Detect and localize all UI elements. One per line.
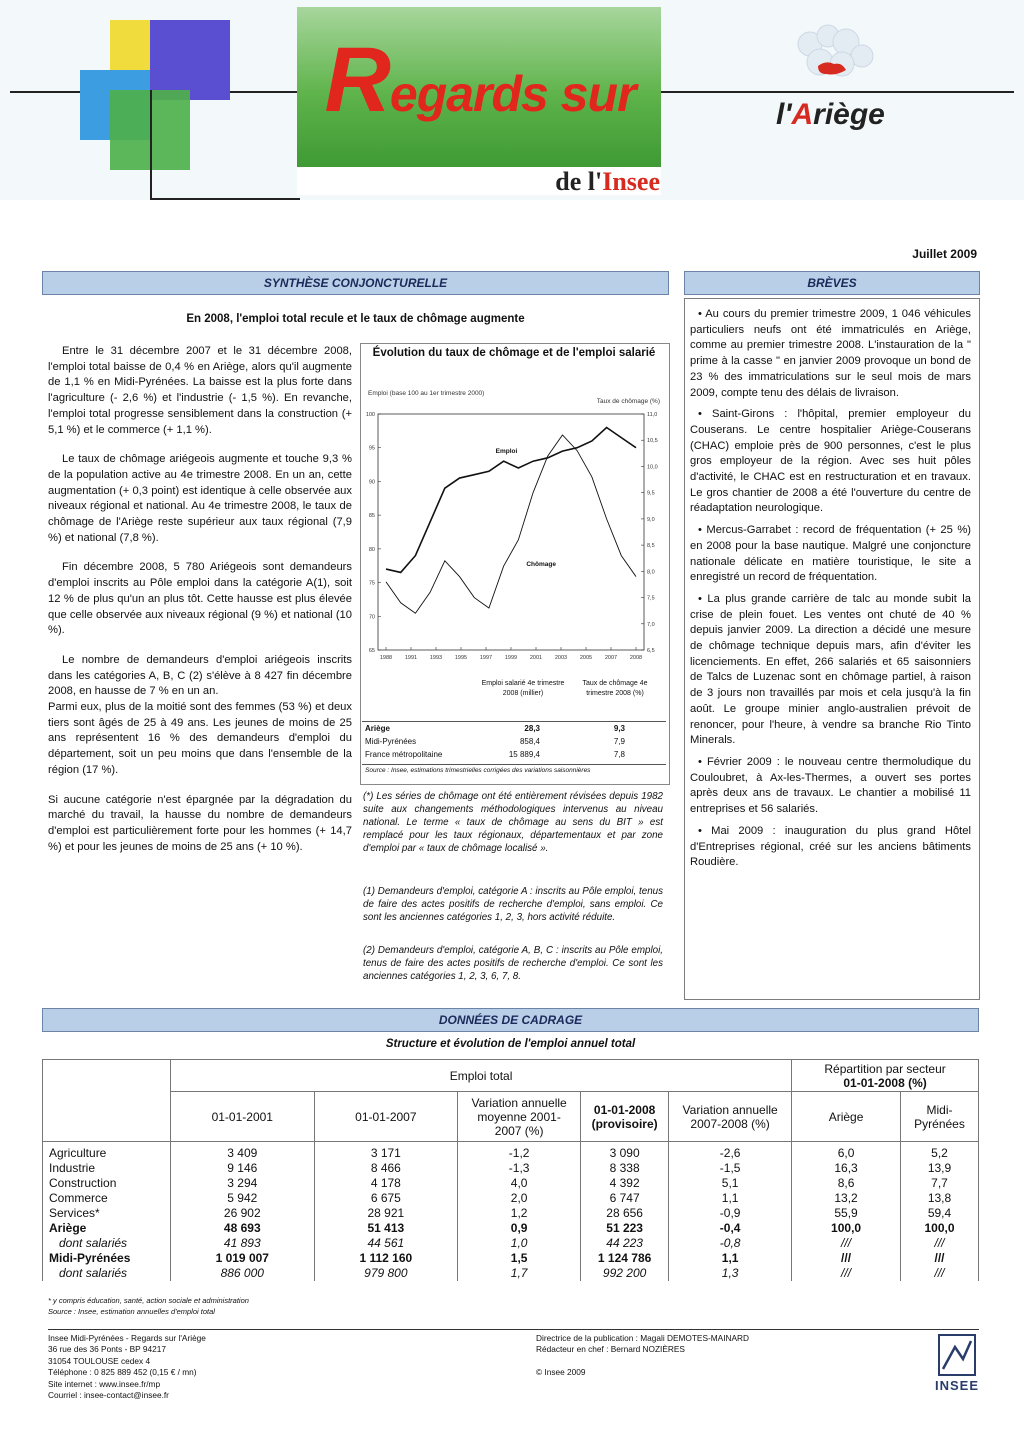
chart-table-rule: [362, 764, 666, 765]
x-tick-label: 1993: [429, 655, 443, 661]
row-label: Midi-Pyrénées: [43, 1251, 171, 1266]
left-tick-label: 100: [365, 412, 375, 418]
table-cell: 28 656: [581, 1206, 669, 1221]
chart-row-chomage: 7,9: [613, 737, 625, 746]
footer-publication: [536, 1333, 749, 1378]
table-cell: 886 000: [171, 1266, 315, 1281]
x-tick-label: 2001: [529, 655, 543, 661]
region-title: [776, 98, 885, 132]
table-cell: 1,2: [458, 1206, 581, 1221]
series-line-chomage: [386, 435, 636, 613]
section-bar-synthese: SYNTHÈSE CONJONCTURELLE: [42, 271, 669, 295]
table-cell: 8 466: [314, 1161, 458, 1176]
x-tick-label: 2008: [629, 655, 643, 661]
group-repartition: Répartition par secteur 01-01-2008 (%): [792, 1060, 979, 1092]
logo-squares: [70, 10, 310, 200]
right-tick-label: 10,5: [647, 438, 658, 445]
table-cell: 3 294: [171, 1176, 315, 1191]
table-cell: 41 893: [171, 1236, 315, 1251]
table-cell: 1 124 786: [581, 1251, 669, 1266]
table-cell: 51 223: [581, 1221, 669, 1236]
table-cell: ///: [901, 1266, 979, 1281]
title-initial: R: [324, 29, 390, 131]
col-2001: 01-01-2001: [171, 1092, 315, 1142]
row-label: dont salariés: [43, 1236, 171, 1251]
table-cell: 979 800: [314, 1266, 458, 1281]
table-row: [43, 1266, 979, 1281]
table-cell: 48 693: [171, 1221, 315, 1236]
right-tick-label: 7,5: [647, 595, 655, 602]
footer-line: Directrice de la publication : Magali DEMOTES-MAINARD: [536, 1333, 750, 1343]
table-cell: 992 200: [581, 1266, 669, 1281]
col-ariege: Ariège: [792, 1092, 901, 1142]
table-cell: ///: [901, 1236, 979, 1251]
footer-line: © Insee 2009: [536, 1366, 586, 1377]
table-cell: 1 019 007: [171, 1251, 315, 1266]
col-var-2001-2007: Variation annuelle moyenne 2001-2007 (%): [458, 1092, 581, 1142]
table-cell: 4 392: [581, 1176, 669, 1191]
left-tick-label: 75: [368, 580, 375, 587]
chart-row-emploi: 858,4: [519, 737, 540, 746]
right-tick-label: 9,5: [647, 490, 655, 497]
left-tick-label: 85: [368, 513, 375, 520]
table-row: [43, 1251, 979, 1266]
row-label: dont salariés: [43, 1266, 171, 1281]
paragraph: Parmi eux, plus de la moitié sont des femmes (53 %) et deux tiers sont âgés de 25 à 49 ans. Les jeunes de moins de 25 ans représentent 16 % des demandeurs d'emploi du département, soit un peu moins que dans l'ensemble de la région (17 %).: [48, 701, 352, 776]
left-tick-label: 65: [368, 648, 375, 654]
table-cell: 8 338: [581, 1161, 669, 1176]
chart-table-header-emploi: Emploi salarié 4e trimestre 2008 (millier): [481, 680, 565, 697]
table-cell: 26 902: [171, 1206, 315, 1221]
chart-row-label: Midi-Pyrénées: [365, 737, 417, 746]
table-cell: -0,9: [669, 1206, 792, 1221]
chart-plot: [360, 400, 668, 675]
footnote-categorie-abc: (2) Demandeurs d'emploi, catégorie A, B, C : inscrits au Pôle emploi, tenus de faire des actes positifs de recherche d'emploi. Ce sont les anciennes catégories 1, 2, 3, 6, 7, 8.: [363, 945, 663, 982]
region-prefix: l': [776, 98, 792, 131]
x-tick-label: 2007: [604, 655, 618, 661]
table-cell: 3 409: [171, 1142, 315, 1162]
title-insee: Insee: [602, 167, 660, 196]
table-row: [43, 1206, 979, 1221]
x-tick-label: 2005: [579, 655, 593, 661]
paragraph: Si aucune catégorie n'est épargnée par la dégradation du marché du travail, la hausse du nombre de demandeurs d'emploi est particulièrement forte pour les hommes (+ 14,7 %) et pour les jeunes de moins de 25 ans (+ 10 %).: [48, 793, 352, 853]
table-cell: 55,9: [792, 1206, 901, 1221]
map-icon: [790, 22, 880, 92]
table-cell: 44 223: [581, 1236, 669, 1251]
chart-row-emploi: 28,3: [524, 724, 540, 733]
table-cell: 51 413: [314, 1221, 458, 1236]
synthese-subtitle: En 2008, l'emploi total recule et le taux de chômage augmente: [186, 313, 525, 325]
emploi-table: [42, 1059, 979, 1281]
insee-logo: [926, 1333, 988, 1403]
table-cell: -0,4: [669, 1221, 792, 1236]
insee-logo-text: INSEE: [934, 1378, 979, 1393]
series-label-emploi: Emploi: [495, 448, 518, 456]
table-cell: -0,8: [669, 1236, 792, 1251]
paragraph: Fin décembre 2008, 5 780 Ariégeois sont demandeurs d'emploi inscrits au Pôle emploi dans la catégorie A(1), soit 12 % de plus qu'un an plus tôt. Cette hausse est plus élevée que celle observée aux niveaux régional (9 %) et national (10 %).: [48, 561, 352, 637]
table-cell: 1,5: [458, 1251, 581, 1266]
row-label: Commerce: [43, 1191, 171, 1206]
right-axis-label: Taux de chômage (%): [596, 398, 660, 405]
table-cell: 13,8: [901, 1191, 979, 1206]
chart-row-emploi: 15 889,4: [508, 750, 540, 759]
table-cell: 9 146: [171, 1161, 315, 1176]
title-rest: egards sur: [389, 66, 636, 122]
table-row: [43, 1191, 979, 1206]
footnote-categorie-a: (1) Demandeurs d'emploi, catégorie A : inscrits au Pôle emploi, tenus de faire des actes positifs de recherche d'emploi, sans emploi. Ce sont les anciennes catégories 1, 2, 3, hors activité réduite.: [363, 886, 663, 923]
table-cell: -1,2: [458, 1142, 581, 1162]
synthese-text: [48, 344, 352, 869]
issue-date: Juillet 2009: [912, 247, 977, 261]
breve-item: • Mercus-Garrabet : record de fréquentation (+ 25 %) en 2008 pour la base nautique. Malgré une conjoncture nationale délicate en matière touristique, le site a enregistré un record de fréquentation.: [690, 524, 971, 584]
publication-title: [300, 28, 660, 133]
footer-line: 36 rue des 36 Ponts - BP 94217: [48, 1344, 166, 1355]
breve-item: • Mai 2009 : inauguration du plus grand Hôtel d'Entreprises régional, créé sur les anciens bâtiments Roudière.: [690, 824, 971, 869]
footer-line: 31054 TOULOUSE cedex 4: [48, 1355, 151, 1366]
table-cell: 28 921: [314, 1206, 458, 1221]
breve-item: • Saint-Girons : l'hôpital, premier employeur du Couserans. Le centre hospitalier Ariège-Couserans (CHAC) emploie près de 900 personnes, c'est le plus gros employeur de la région. Avec ses huit pôles d'activité, le CHAC est en restructuration et en travaux. Le gros chantier de 2008 a été l'ouverture du centre de réadaptation neurologique.: [690, 408, 971, 515]
right-tick-label: 8,0: [647, 569, 655, 576]
chart-row-chomage: 7,8: [613, 750, 625, 759]
chart-row-chomage: 9,3: [613, 724, 625, 733]
table-cell: 5,2: [901, 1142, 979, 1162]
table-cell: 59,4: [901, 1206, 979, 1221]
row-label: Construction: [43, 1176, 171, 1191]
left-tick-label: 95: [368, 445, 375, 452]
table-cell: 5,1: [669, 1176, 792, 1191]
table-cell: 44 561: [314, 1236, 458, 1251]
table-title: Structure et évolution de l'emploi annuel total: [385, 1038, 636, 1050]
table-cell: 13,2: [792, 1191, 901, 1206]
region-initial: A: [791, 98, 814, 131]
left-tick-label: 90: [368, 479, 375, 486]
table-cell: 4 178: [314, 1176, 458, 1191]
table-cell: 6 747: [581, 1191, 669, 1206]
table-row: [43, 1176, 979, 1191]
table-cell: 100,0: [792, 1221, 901, 1236]
table-cell: 8,6: [792, 1176, 901, 1191]
table-source: Source : Insee, estimation annuelles d'emploi total: [48, 1307, 215, 1316]
table-cell: 1,1: [669, 1251, 792, 1266]
paragraph: Le taux de chômage ariégeois augmente et touche 9,3 % de la population active au 4e trimestre 2008. En un an, cette augmentation (+ 0,3 point) est identique à celle observée aux niveaux régional et national. Au 4e trimestre 2008, le taux de chômage de l'Ariège reste supérieur aux taux régional (7,9 %) et national (7,8 %).: [48, 453, 352, 544]
chart-table-header-chomage: Taux de chômage 4e trimestre 2008 (%): [582, 680, 648, 697]
table-row: [43, 1221, 979, 1236]
table-cell: -2,6: [669, 1142, 792, 1162]
table-cell: 3 090: [581, 1142, 669, 1162]
table-cell: 4,0: [458, 1176, 581, 1191]
insee-logo-icon: [937, 1333, 977, 1377]
series-label-chomage: Chômage: [526, 560, 556, 568]
col-2007: 01-01-2007: [314, 1092, 458, 1142]
table-cell: 1,7: [458, 1266, 581, 1281]
col-midi-pyrenees: Midi-Pyrénées: [901, 1092, 979, 1142]
table-cell: -1,5: [669, 1161, 792, 1176]
x-tick-label: 1991: [404, 655, 418, 661]
footer-line: [536, 1356, 749, 1367]
chart-table-rule: [362, 721, 666, 722]
table-cell: 5 942: [171, 1191, 315, 1206]
table-cell: 100,0: [901, 1221, 979, 1236]
table-cell: 7,7: [901, 1176, 979, 1191]
table-cell: 6,0: [792, 1142, 901, 1162]
x-tick-label: 1999: [504, 655, 518, 661]
table-cell: 1,3: [669, 1266, 792, 1281]
footer-line: Rédacteur en chef : Bernard NOZIÈRES: [536, 1344, 685, 1355]
section-bar-cadrage: DONNÉES DE CADRAGE: [42, 1008, 979, 1032]
right-tick-label: 6,5: [647, 648, 655, 654]
chart-row-label: Ariège: [365, 724, 390, 733]
chart-title: Évolution du taux de chômage et de l'emploi salarié: [372, 347, 656, 359]
footer-rule: [48, 1329, 979, 1330]
right-tick-label: 10,0: [647, 464, 658, 471]
table-cell: 1,0: [458, 1236, 581, 1251]
chart-row-label: France métropolitaine: [365, 750, 443, 759]
table-cell: 1 112 160: [314, 1251, 458, 1266]
row-label: Industrie: [43, 1161, 171, 1176]
table-row: [43, 1142, 979, 1162]
right-tick-label: 9,0: [647, 516, 655, 523]
table-cell: ///: [792, 1266, 901, 1281]
breve-item: • Février 2009 : le nouveau centre thermoludique du Couloubret, à Ax-les-Thermes, a ouvert ses portes après deux ans de travaux. Le chantier a mobilisé 11 entreprises et 56 salariés.: [690, 755, 971, 816]
footer-contact: [48, 1333, 206, 1401]
group-emploi-total: Emploi total: [171, 1060, 792, 1092]
x-tick-label: 1995: [454, 655, 468, 661]
table-cell: -1,3: [458, 1161, 581, 1176]
square-purple: [150, 20, 230, 100]
footer-email-link[interactable]: Courriel : insee-contact@insee.fr: [48, 1390, 169, 1401]
row-label: Services*: [43, 1206, 171, 1221]
footer-line: Téléphone : 0 825 889 452 (0,15 € / mn): [48, 1367, 197, 1378]
right-tick-label: 11,0: [647, 412, 658, 418]
col-2008: 01-01-2008 (provisoire): [581, 1092, 669, 1142]
x-tick-label: 1997: [479, 655, 493, 661]
footer-line: Insee Midi-Pyrénées - Regards sur l'Ariège: [48, 1333, 206, 1343]
table-cell: 16,3: [792, 1161, 901, 1176]
breve-item: • La plus grande carrière de talc au monde subit la crise de plein fouet. Les ventes ont chuté de 40 % depuis janvier 2009. La direction a décidé une mesure de chômage technique depuis mars, afin d'éviter les licenciements. En effet, 266 salariés et 65 saisonniers de Talcs de Luzenac sont en chômage partiel, à raison de 3 jours non travaillés par mois et cela jusqu'à la fin août. Le groupe minier anglo-australien prévoit de renoncer, pour l'heure, à vendre sa branche Rio Tinto Minerals.: [690, 592, 971, 747]
title-de: de l': [555, 167, 603, 196]
col-var-2007-2008: Variation annuelle 2007-2008 (%): [669, 1092, 792, 1142]
chart-source: Source : Insee, estimations trimestrielles corrigées des variations saisonnières: [365, 767, 591, 774]
table-cell: ///: [792, 1251, 901, 1266]
table-corner: [43, 1060, 171, 1142]
paragraph: Entre le 31 décembre 2007 et le 31 décembre 2008, l'emploi total baisse de 0,4 % en Ariège, alors qu'il augmente de 1,1 % en Midi-Pyrénées. La baisse est la plus forte dans l'agriculture (- 2,6 %) et l'industrie (- 1,5 %). En revanche, l'emploi total progresse sensiblement dans la construction (+ 5,1 %) et le commerce (+ 1,1 %).: [48, 345, 352, 436]
left-tick-label: 80: [368, 546, 375, 553]
table-cell: 6 675: [314, 1191, 458, 1206]
paragraph: Le nombre de demandeurs d'emploi ariégeois inscrits dans les catégories A, B, C (2) s'élève à 8 427 fin décembre 2008, en hausse de 7 % en un an.: [48, 653, 352, 698]
footer-website-link[interactable]: Site internet : www.insee.fr/mp: [48, 1378, 161, 1389]
row-label: Ariège: [43, 1221, 171, 1236]
publication-subtitle: [520, 167, 660, 197]
table-cell: 2,0: [458, 1191, 581, 1206]
footnote-revision: (*) Les séries de chômage ont été entièrement révisées depuis 1982 suite aux changements méthodologiques intervenus au niveau national. Le terme « taux de chômage au sens du BIT » est remplacé pour les taux régionaux, départementaux et par zone d'emploi par « taux de chômage localisé ».: [363, 791, 663, 854]
breve-item: • Au cours du premier trimestre 2009, 1 046 véhicules particuliers neufs ont été immatriculés en Ariège, comme au premier trimestre 2008. L'instauration de la " prime à la casse " en janvier 2009 provoque un bond de 23 % des immatriculations sur le seul mois de mars 2009, compte tenu des délais de livraison.: [690, 308, 971, 399]
table-row: [43, 1161, 979, 1176]
x-tick-label: 1988: [379, 655, 393, 661]
region-rest: riège: [813, 98, 885, 131]
table-cell: 1,1: [669, 1191, 792, 1206]
table-note: * y compris éducation, santé, action sociale et administration: [48, 1296, 249, 1305]
table-body: [43, 1142, 979, 1282]
table-cell: ///: [792, 1236, 901, 1251]
table-row: [43, 1236, 979, 1251]
table-cell: 13,9: [901, 1161, 979, 1176]
x-tick-label: 2003: [554, 655, 568, 661]
section-bar-breves: BRÈVES: [684, 271, 980, 295]
table-cell: 3 171: [314, 1142, 458, 1162]
breves-list: [690, 307, 971, 871]
left-tick-label: 70: [368, 614, 375, 621]
table-cell: ///: [901, 1251, 979, 1266]
right-tick-label: 7,0: [647, 621, 655, 628]
frame-line: [150, 90, 152, 200]
row-label: Agriculture: [43, 1142, 171, 1162]
frame-line-bottom: [150, 198, 300, 200]
left-axis-label: Emploi (base 100 au 1er trimestre 2000): [368, 390, 485, 397]
table-cell: 0,9: [458, 1221, 581, 1236]
right-tick-label: 8,5: [647, 543, 655, 550]
